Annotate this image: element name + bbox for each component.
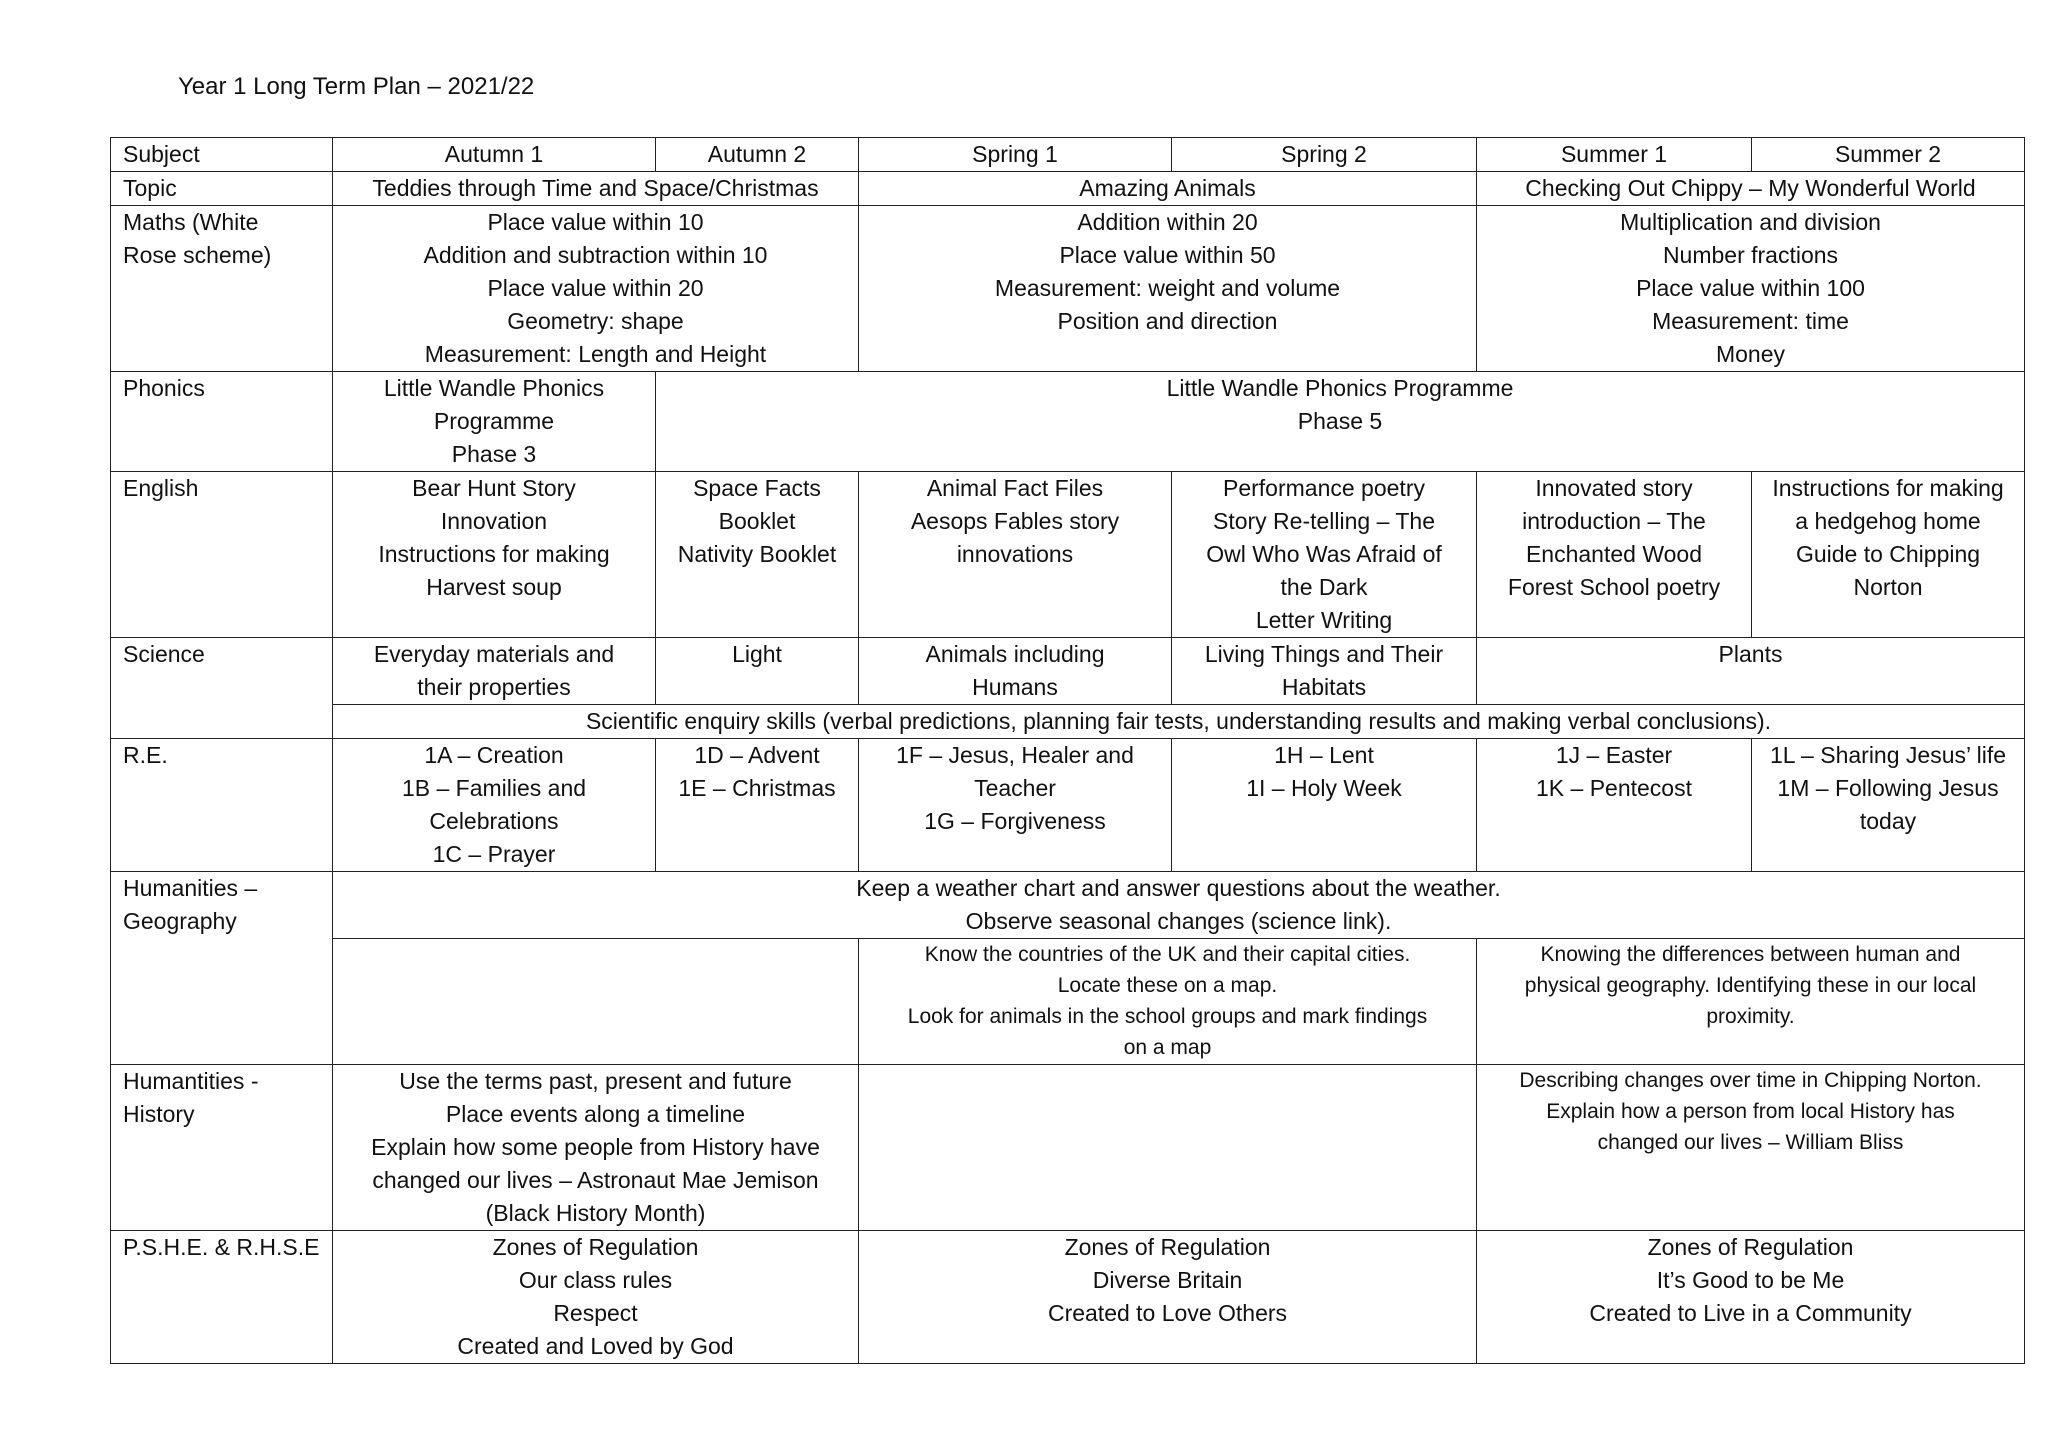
english-autumn-2-line: Nativity Booklet — [677, 541, 837, 567]
pshe-autumn-line: Zones of Regulation — [492, 1234, 699, 1260]
maths-summer-line: Place value within 100 — [1636, 275, 1865, 301]
english-spring-1-line: Animal Fact Files — [926, 475, 1104, 501]
english-spring-1-line: innovations — [956, 541, 1074, 567]
maths-spring — [859, 206, 1477, 372]
maths-summer — [1477, 206, 2025, 372]
maths-summer-line: Number fractions — [1662, 242, 1839, 268]
re-autumn-1-line: 1A – Creation — [424, 742, 564, 768]
english-summer-1-line: Forest School poetry — [1507, 574, 1721, 600]
maths-autumn-line: Addition and subtraction within 10 — [423, 242, 768, 268]
science-spring-2 — [1172, 638, 1477, 705]
maths-label-line: Rose scheme) — [123, 242, 272, 268]
english-autumn-1-line: Harvest soup — [426, 574, 562, 600]
english-summer-1-line: Enchanted Wood — [1525, 541, 1703, 567]
english-spring-2-line: Letter Writing — [1255, 607, 1393, 633]
geography-termly-row — [111, 939, 2025, 1065]
maths-label — [111, 206, 333, 372]
re-summer-1-line: 1K – Pentecost — [1536, 775, 1692, 801]
maths-spring-line: Place value within 50 — [1059, 242, 1276, 268]
phonics-autumn-1-line: Programme — [433, 408, 555, 434]
re-autumn-2-line: 1E – Christmas — [678, 775, 836, 801]
maths-row — [111, 206, 2025, 372]
phonics-row — [111, 372, 2025, 472]
english-summer-2-line: a hedgehog home — [1795, 508, 1981, 534]
re-row — [111, 739, 2025, 872]
maths-autumn-line: Place value within 20 — [487, 275, 704, 301]
header-spring-1: Spring 1 — [859, 138, 1172, 172]
science-autumn-2: Light — [656, 638, 859, 705]
topic-row — [111, 172, 2025, 206]
geography-summer — [1477, 939, 2025, 1065]
re-spring-1 — [859, 739, 1172, 872]
phonics-rest-line: Little Wandle Phonics Programme — [1166, 375, 1514, 401]
history-autumn-line: Place events along a timeline — [445, 1101, 746, 1127]
science-autumn-1-line: Everyday materials and — [373, 641, 615, 667]
header-autumn-2: Autumn 2 — [656, 138, 859, 172]
geography-spring-line: Look for animals in the school groups and mark findings — [907, 1005, 1428, 1028]
english-summer-2-line: Guide to Chipping — [1795, 541, 1981, 567]
science-spring-1 — [859, 638, 1172, 705]
geography-label-line: Geography — [123, 908, 237, 934]
english-spring-2-line: Performance poetry — [1223, 475, 1425, 501]
re-label: R.E. — [111, 739, 333, 872]
history-summer-line: Explain how a person from local History has — [1546, 1100, 1955, 1123]
pshe-autumn-line: Respect — [553, 1300, 638, 1326]
science-spring-2-line: Living Things and Their — [1204, 641, 1444, 667]
header-subject: Subject — [111, 138, 333, 172]
re-summer-2-line: 1M – Following Jesus — [1777, 775, 1999, 801]
geography-row — [111, 872, 2025, 939]
header-summer-2: Summer 2 — [1752, 138, 2025, 172]
re-autumn-2 — [656, 739, 859, 872]
pshe-summer-line: Created to Live in a Community — [1589, 1300, 1912, 1326]
english-autumn-2-line: Space Facts — [693, 475, 821, 501]
science-label: Science — [111, 638, 333, 739]
header-row — [111, 138, 2025, 172]
re-autumn-2-line: 1D – Advent — [694, 742, 820, 768]
english-autumn-2 — [656, 472, 859, 638]
pshe-spring — [859, 1231, 1477, 1364]
maths-summer-line: Multiplication and division — [1620, 209, 1881, 235]
english-spring-2 — [1172, 472, 1477, 638]
history-spring — [859, 1065, 1477, 1231]
science-summer: Plants — [1477, 638, 2025, 705]
geography-summer-line: physical geography. Identifying these in our local — [1524, 974, 1977, 997]
english-summer-2-line: Norton — [1853, 574, 1923, 600]
english-spring-2-line: the Dark — [1280, 574, 1368, 600]
pshe-autumn-line: Our class rules — [518, 1267, 673, 1293]
re-summer-1 — [1477, 739, 1752, 872]
english-spring-1-line: Aesops Fables story — [910, 508, 1120, 534]
re-spring-1-line: 1G – Forgiveness — [924, 808, 1106, 834]
re-summer-2-line: today — [1859, 808, 1917, 834]
re-spring-2-line: 1I – Holy Week — [1246, 775, 1402, 801]
phonics-autumn-1 — [333, 372, 656, 472]
history-label — [111, 1065, 333, 1231]
english-autumn-1 — [333, 472, 656, 638]
english-autumn-1-line: Innovation — [440, 508, 548, 534]
english-spring-2-line: Owl Who Was Afraid of — [1206, 541, 1442, 567]
maths-spring-line: Addition within 20 — [1077, 209, 1258, 235]
re-spring-1-line: 1F – Jesus, Healer and — [896, 742, 1134, 768]
phonics-autumn-1-line: Phase 3 — [451, 441, 537, 467]
english-summer-2 — [1752, 472, 2025, 638]
topic-autumn: Teddies through Time and Space/Christmas — [333, 172, 859, 206]
english-autumn-2-line: Booklet — [718, 508, 796, 534]
english-autumn-1-line: Bear Hunt Story — [412, 475, 576, 501]
geography-spring-line: on a map — [1123, 1036, 1212, 1059]
maths-spring-line: Position and direction — [1057, 308, 1278, 334]
geography-summer-line: proximity. — [1706, 1005, 1795, 1028]
history-autumn-line: (Black History Month) — [485, 1200, 706, 1226]
science-enquiry-text: Scientific enquiry skills (verbal predictions, planning fair tests, understanding results and making verbal conclusions). — [585, 708, 1772, 734]
re-summer-2-line: 1L – Sharing Jesus’ life — [1769, 742, 2007, 768]
history-autumn-line: Use the terms past, present and future — [399, 1068, 792, 1094]
maths-autumn-line: Place value within 10 — [487, 209, 704, 235]
re-summer-1-line: 1J – Easter — [1555, 742, 1673, 768]
re-spring-2 — [1172, 739, 1477, 872]
phonics-autumn-1-line: Little Wandle Phonics — [383, 375, 605, 401]
history-label-line: Humantities - — [123, 1068, 259, 1094]
pshe-summer-line: It’s Good to be Me — [1656, 1267, 1845, 1293]
science-autumn-1-line: their properties — [417, 674, 571, 700]
geography-all-year — [333, 872, 2025, 939]
header-autumn-1: Autumn 1 — [333, 138, 656, 172]
geography-all-year-line: Keep a weather chart and answer questions about the weather. — [856, 875, 1501, 901]
maths-autumn-line: Geometry: shape — [507, 308, 684, 334]
history-label-line: History — [123, 1101, 195, 1127]
pshe-label: P.S.H.E. & R.H.S.E — [111, 1231, 333, 1364]
english-summer-1-line: Innovated story — [1535, 475, 1693, 501]
page-title: Year 1 Long Term Plan – 2021/22 — [178, 73, 535, 100]
pshe-spring-line: Created to Love Others — [1047, 1300, 1288, 1326]
re-autumn-1 — [333, 739, 656, 872]
maths-autumn-line: Measurement: Length and Height — [424, 341, 767, 367]
re-autumn-1-line: 1C – Prayer — [432, 841, 556, 867]
science-enquiry — [333, 705, 2025, 739]
re-autumn-1-line: 1B – Families and — [401, 775, 587, 801]
geography-spring-line: Locate these on a map. — [1057, 974, 1278, 997]
re-spring-1-line: Teacher — [974, 775, 1056, 801]
header-summer-1: Summer 1 — [1477, 138, 1752, 172]
geography-spring-line: Know the countries of the UK and their capital cities. — [924, 943, 1411, 966]
science-spring-1-line: Humans — [972, 674, 1058, 700]
english-autumn-1-line: Instructions for making — [378, 541, 610, 567]
phonics-rest-of-year — [656, 372, 2025, 472]
topic-spring: Amazing Animals — [859, 172, 1477, 206]
maths-summer-line: Measurement: time — [1652, 308, 1849, 334]
pshe-row — [111, 1231, 2025, 1364]
history-autumn — [333, 1065, 859, 1231]
phonics-rest-line: Phase 5 — [1297, 408, 1383, 434]
science-row — [111, 638, 2025, 705]
science-spring-2-line: Habitats — [1281, 674, 1367, 700]
history-autumn-line: Explain how some people from History have — [371, 1134, 820, 1160]
science-autumn-1 — [333, 638, 656, 705]
history-summer — [1477, 1065, 2025, 1231]
re-autumn-1-line: Celebrations — [429, 808, 559, 834]
maths-summer-line: Money — [1715, 341, 1786, 367]
geography-spring — [859, 939, 1477, 1065]
english-row — [111, 472, 2025, 638]
long-term-plan-table — [110, 137, 2025, 1364]
topic-summer: Checking Out Chippy – My Wonderful World — [1477, 172, 2025, 206]
pshe-summer-line: Zones of Regulation — [1647, 1234, 1854, 1260]
geography-autumn — [333, 939, 859, 1065]
pshe-spring-line: Diverse Britain — [1092, 1267, 1243, 1293]
science-enquiry-row — [111, 705, 2025, 739]
maths-spring-line: Measurement: weight and volume — [994, 275, 1341, 301]
history-autumn-line: changed our lives – Astronaut Mae Jemison — [372, 1167, 819, 1193]
maths-label-line: Maths (White — [123, 209, 259, 235]
pshe-spring-line: Zones of Regulation — [1064, 1234, 1271, 1260]
geography-label-line: Humanities – — [123, 875, 258, 901]
english-summer-1-line: introduction – The — [1522, 508, 1706, 534]
phonics-label: Phonics — [111, 372, 333, 472]
geography-summer-line: Knowing the differences between human and — [1540, 943, 1961, 966]
header-spring-2: Spring 2 — [1172, 138, 1477, 172]
history-summer-line: changed our lives – William Bliss — [1597, 1131, 1904, 1154]
english-label: English — [111, 472, 333, 638]
pshe-summer — [1477, 1231, 2025, 1364]
science-spring-1-line: Animals including — [925, 641, 1105, 667]
pshe-autumn-line: Created and Loved by God — [457, 1333, 734, 1359]
english-summer-2-line: Instructions for making — [1772, 475, 2004, 501]
history-row — [111, 1065, 2025, 1231]
geography-all-year-line: Observe seasonal changes (science link). — [965, 908, 1392, 934]
re-spring-2-line: 1H – Lent — [1274, 742, 1374, 768]
maths-autumn — [333, 206, 859, 372]
re-summer-2 — [1752, 739, 2025, 872]
english-summer-1 — [1477, 472, 1752, 638]
english-spring-1 — [859, 472, 1172, 638]
topic-label: Topic — [111, 172, 333, 206]
history-summer-line: Describing changes over time in Chipping Norton. — [1519, 1069, 1982, 1092]
english-spring-2-line: Story Re-telling – The — [1212, 508, 1435, 534]
geography-label — [111, 872, 333, 1065]
pshe-autumn — [333, 1231, 859, 1364]
